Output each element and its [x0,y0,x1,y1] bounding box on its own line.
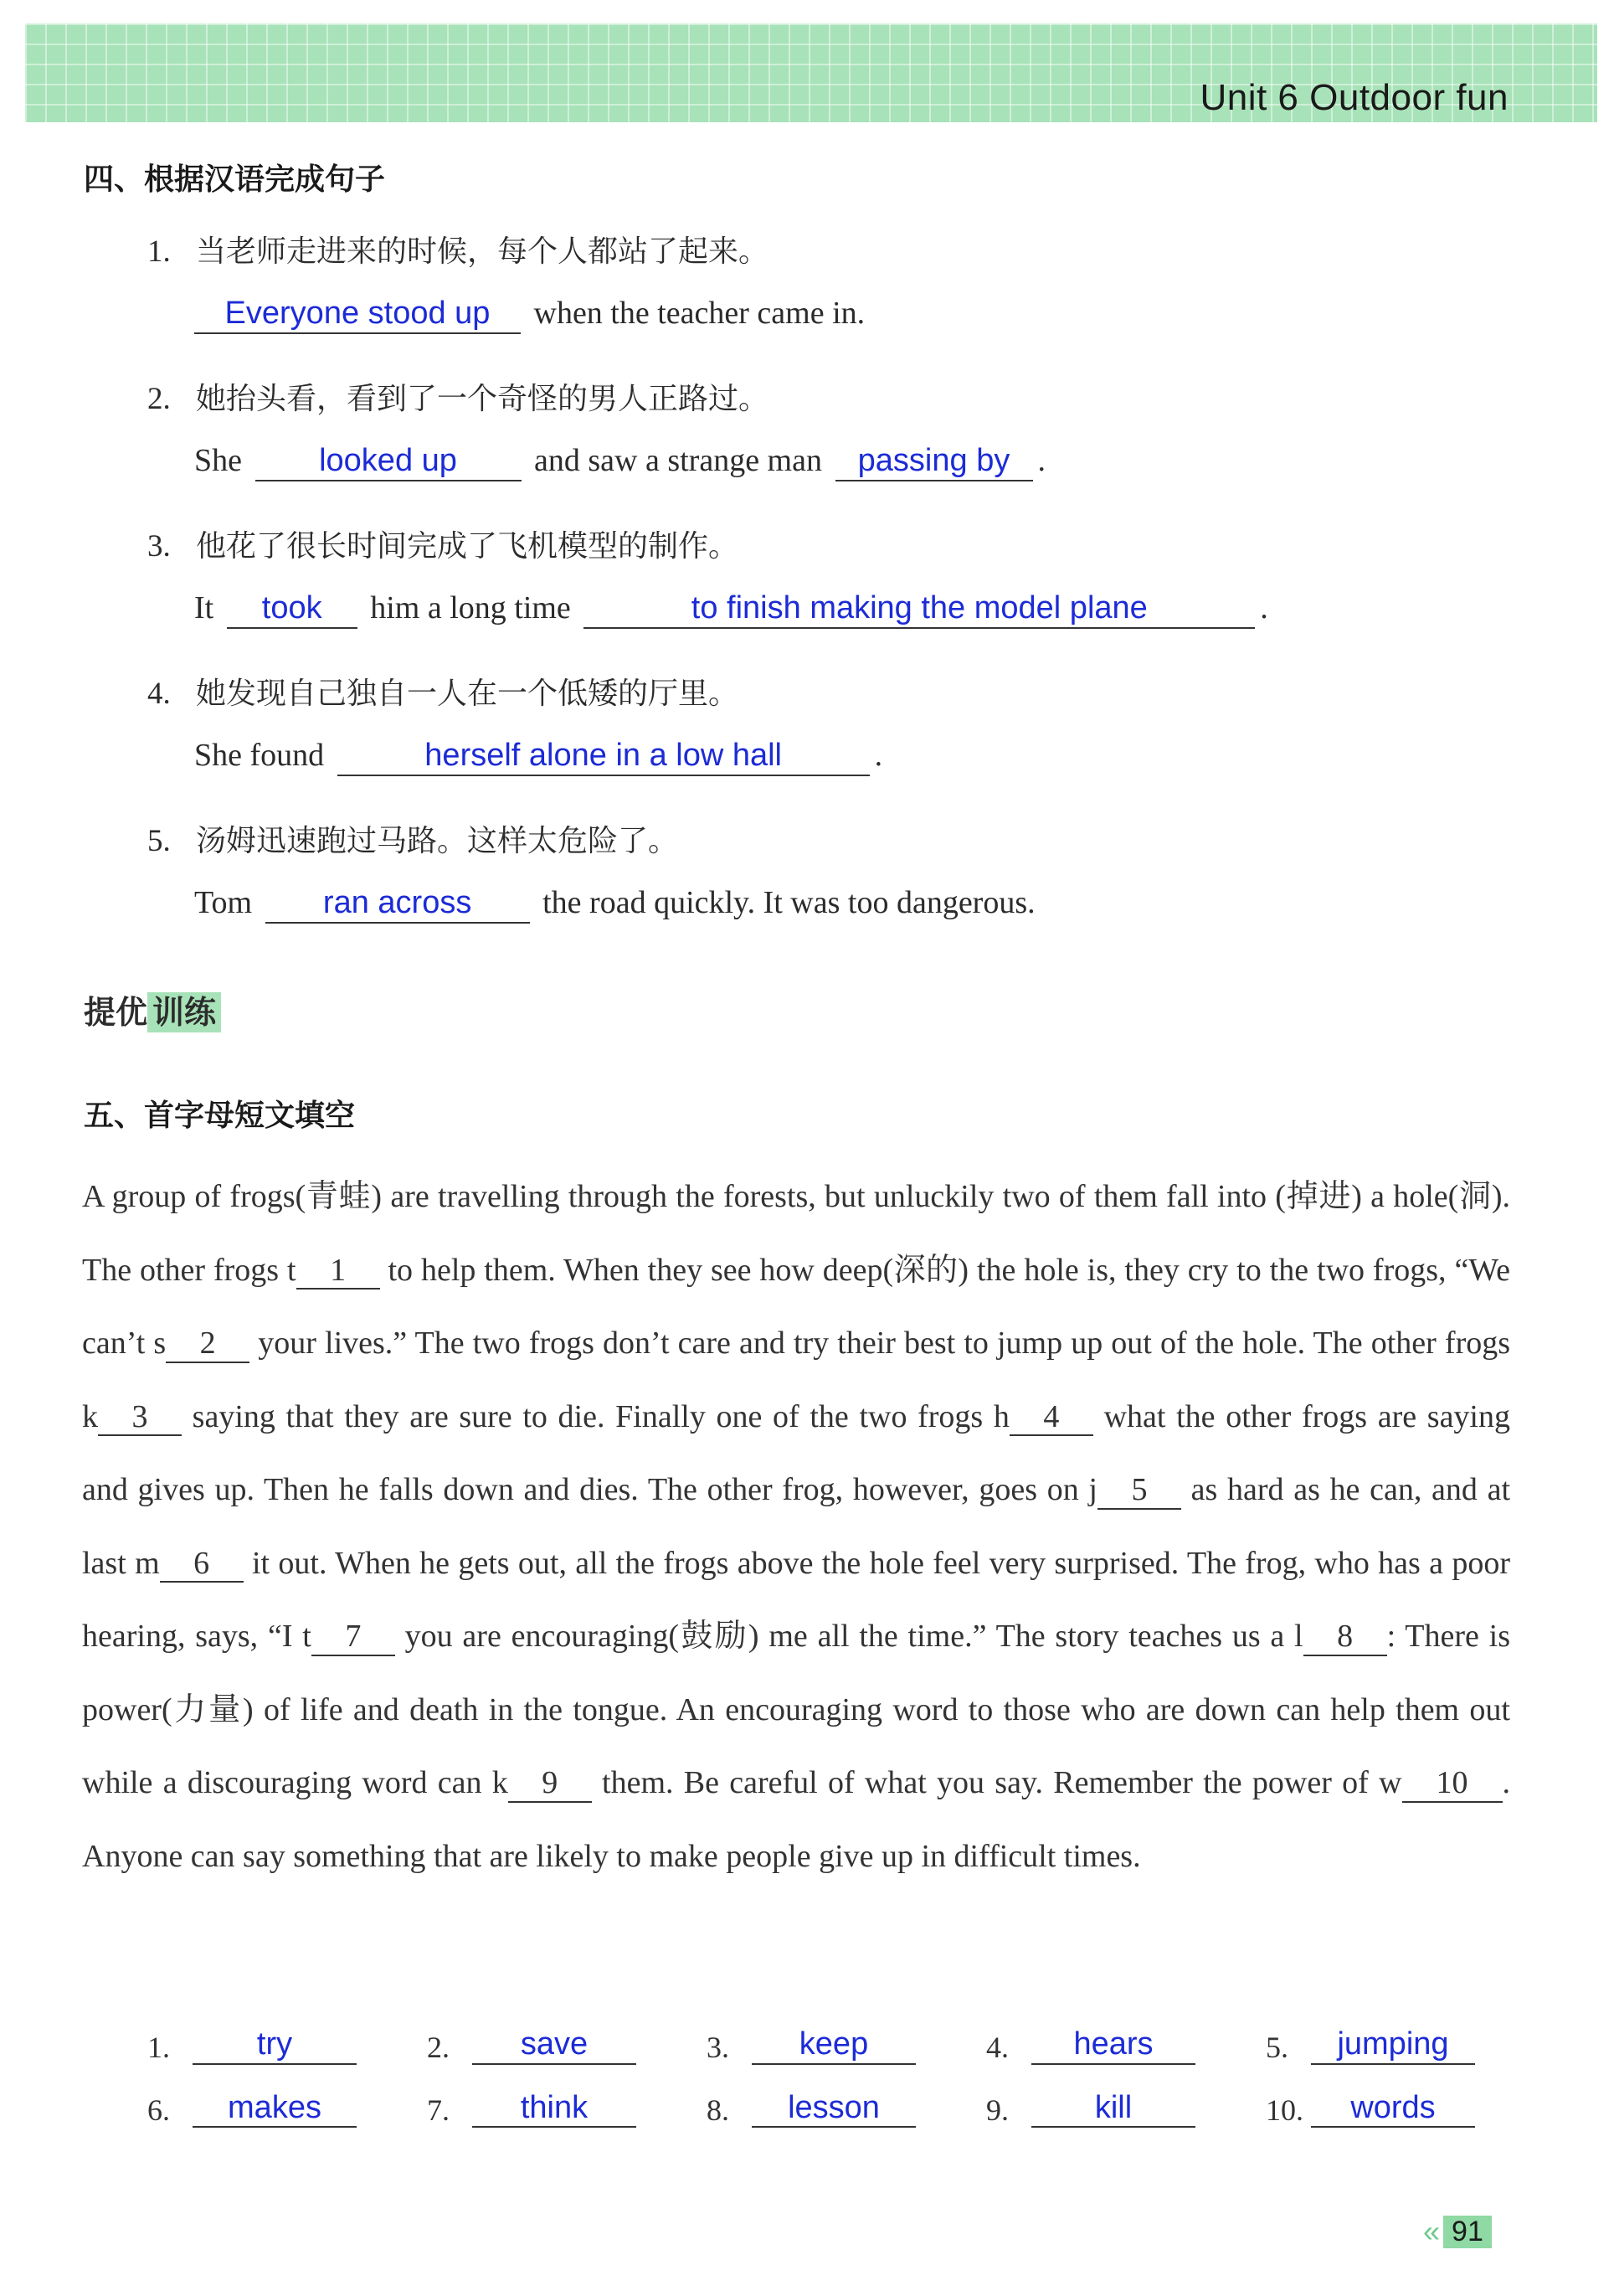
passage-gap: 7 [311,1619,395,1656]
answer-blank: herself alone in a low hall [337,738,870,776]
passage-text: your lives.” The two frogs don’t care and try their best to jump up out of the hole. The other frogs k [82,1326,1511,1434]
answer-number: 7. [427,2093,450,2128]
answer-item [986,2090,1266,2129]
answer-blank: Everyone stood up [194,296,521,334]
question-2-prompt: 2. 她抬头看，看到了一个奇怪的男人正路过。 [147,382,769,416]
answer-item [1266,2026,1545,2065]
answer-value: think [472,2090,636,2129]
answer-value: save [472,2026,636,2065]
answer-value: makes [193,2090,357,2129]
answer-number: 3. [707,2030,729,2064]
double-chevron-left-icon: « [1423,2214,1441,2248]
answer-blank: took [227,590,357,629]
passage-gap: 6 [160,1547,244,1583]
answer-number: 2. [427,2030,450,2064]
answer-blank: to finish making the model plane [583,590,1255,629]
answer-value: lesson [752,2090,916,2129]
answer-value: try [193,2026,357,2065]
question-1-prompt: 1. 当老师走进来的时候，每个人都站了起来。 [147,234,769,269]
section-5-title: 五、首字母短文填空 [84,1099,356,1133]
answer-number: 8. [707,2093,729,2128]
passage-text: them. Be careful of what you say. Remember the power of w [591,1765,1402,1800]
passage-text: what the other frogs are saying and gives up. Then he falls down and dies. The other frog, however, goes on j [82,1398,1510,1507]
question-5-sentence: Tom ran across the road quickly. It was too dangerous. [194,884,1036,924]
answer-item [427,2026,707,2065]
passage-gap: 4 [1010,1400,1093,1437]
training-badge: 提优 训练 [84,986,221,1032]
question-3-prompt: 3. 他花了很长时间完成了飞机模型的制作。 [147,529,739,564]
answer-number: 9. [986,2093,1009,2128]
answer-value: kill [1031,2090,1195,2129]
question-1-sentence: Everyone stood up when the teacher came in. [194,295,865,334]
answer-number: 6. [147,2093,170,2128]
passage-text: . Anyone can say something that are likely to make people give up in difficult times. [82,1765,1510,1874]
unit-title: Unit 6 Outdoor fun [1200,77,1509,118]
answer-value: jumping [1311,2026,1475,2065]
answer-item [427,2090,707,2129]
answer-value: hears [1031,2026,1195,2065]
answer-item [147,2090,427,2129]
passage-text: saying that they are sure to die. Finally one of the two frogs h [182,1398,1010,1434]
passage-text: as hard as he can, and at last m [82,1472,1511,1581]
question-2-sentence: She looked up and saw a strange man passing by . [194,442,1046,481]
answer-blank: passing by [835,443,1033,481]
page-number: « 91 [1423,2214,1492,2249]
answer-value: words [1311,2090,1475,2129]
answer-number: 5. [1266,2030,1288,2064]
answer-item [707,2026,986,2065]
answer-item [707,2090,986,2129]
passage-gap: 5 [1097,1473,1181,1510]
passage-text: to help them. When they see how deep(深的) the hole is, they cry to the two frogs, “We can’t s [82,1252,1510,1361]
answer-item [1266,2090,1545,2129]
passage-gap: 3 [98,1400,182,1437]
section-4-title: 四、根据汉语完成句子 [84,162,386,197]
passage-gap: 2 [166,1326,249,1363]
question-3-sentence: It took him a long time to finish making the model plane . [194,589,1268,629]
answer-item [986,2026,1266,2065]
passage-text: you are encouraging(鼓励) me all the time.” The story teaches us a l [394,1619,1303,1654]
passage-gap: 1 [296,1254,380,1290]
passage-gap: 9 [508,1766,592,1803]
answer-number: 1. [147,2030,170,2064]
passage-text: A group of frogs(青蛙) are travelling through the forests, but unluckily two of them fall into (掉进) a hole(洞). The other frogs t [82,1179,1510,1288]
answer-number: 4. [986,2030,1009,2064]
answer-blank: ran across [265,885,530,924]
passage-text: : There is power(力量) of life and death in the tongue. An encouraging word to those who are down can help them out while a discouraging word can k [82,1619,1511,1800]
answer-item [147,2026,427,2065]
passage-text: it out. When he gets out, all the frogs above the hole feel very surprised. The frog, who has a poor hearing, says, “I t [82,1545,1510,1654]
answer-value: keep [752,2026,916,2065]
answer-number: 10. [1266,2093,1303,2128]
question-4-sentence: She found herself alone in a low hall . [194,737,882,776]
question-4-prompt: 4. 她发现自己独自一人在一个低矮的厅里。 [147,677,739,711]
cloze-passage [82,1161,1510,1893]
passage-gap: 10 [1402,1766,1503,1803]
question-5-prompt: 5. 汤姆迅速跑过马路。这样太危险了。 [147,824,679,858]
passage-gap: 8 [1303,1619,1387,1656]
answer-blank: looked up [255,443,522,481]
answer-grid [147,2026,1520,2128]
